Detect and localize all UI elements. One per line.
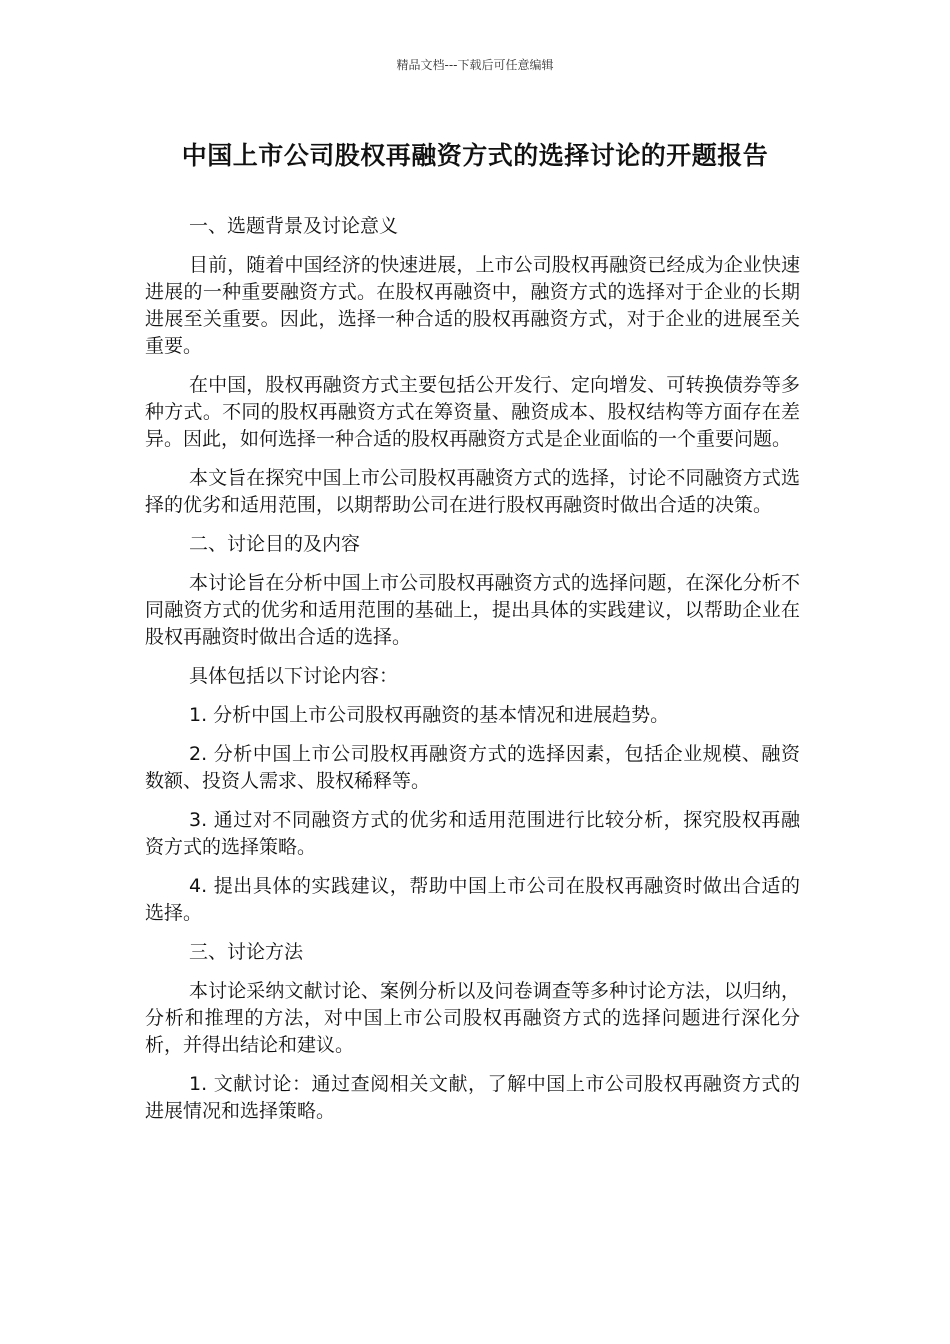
list-item: 2. 分析中国上市公司股权再融资方式的选择因素，包括企业规模、融资数额、投资人需求、股权稀释等。 [145, 743, 800, 792]
paragraph: 具体包括以下讨论内容： [189, 665, 399, 687]
list-item: 3. 通过对不同融资方式的优劣和适用范围进行比较分析，探究股权再融资方式的选择策略。 [145, 809, 800, 858]
paragraph: 本文旨在探究中国上市公司股权再融资方式的选择，讨论不同融资方式选择的优劣和适用范围，以期帮助公司在进行股权再融资时做出合适的决策。 [145, 467, 800, 516]
paragraph: 本讨论旨在分析中国上市公司股权再融资方式的选择问题，在深化分析不同融资方式的优劣和适用范围的基础上，提出具体的实践建议，以帮助企业在股权再融资时做出合适的选择。 [145, 572, 800, 648]
paragraph: 在中国，股权再融资方式主要包括公开发行、定向增发、可转换债券等多种方式。不同的股权再融资方式在筹资量、融资成本、股权结构等方面存在差异。因此，如何选择一种合适的股权再融资方式是企业面临的一个重要问题。 [145, 374, 800, 450]
list-item: 4. 提出具体的实践建议，帮助中国上市公司在股权再融资时做出合适的选择。 [145, 875, 800, 924]
paragraph: 目前，随着中国经济的快速进展，上市公司股权再融资已经成为企业快速进展的一种重要融资方式。在股权再融资中，融资方式的选择对于企业的长期进展至关重要。因此，选择一种合适的股权再融资方式，对于企业的进展至关重要。 [145, 254, 800, 357]
header-note: 精品文档---下载后可任意编辑 [396, 58, 554, 72]
list-item: 1. 分析中国上市公司股权再融资的基本情况和进展趋势。 [189, 704, 670, 726]
document-body [145, 213, 800, 1137]
document-title: 中国上市公司股权再融资方式的选择讨论的开题报告 [181, 141, 769, 170]
list-item: 1. 文献讨论：通过查阅相关文献，了解中国上市公司股权再融资方式的进展情况和选择策略。 [145, 1073, 800, 1122]
section-heading-purpose: 二、讨论目的及内容 [189, 533, 361, 555]
paragraph: 本讨论采纳文献讨论、案例分析以及问卷调查等多种讨论方法，以归纳，分析和推理的方法，对中国上市公司股权再融资方式的选择问题进行深化分析，并得出结论和建议。 [145, 980, 800, 1056]
section-heading-method: 三、讨论方法 [189, 941, 304, 963]
section-heading-background: 一、选题背景及讨论意义 [189, 215, 399, 237]
